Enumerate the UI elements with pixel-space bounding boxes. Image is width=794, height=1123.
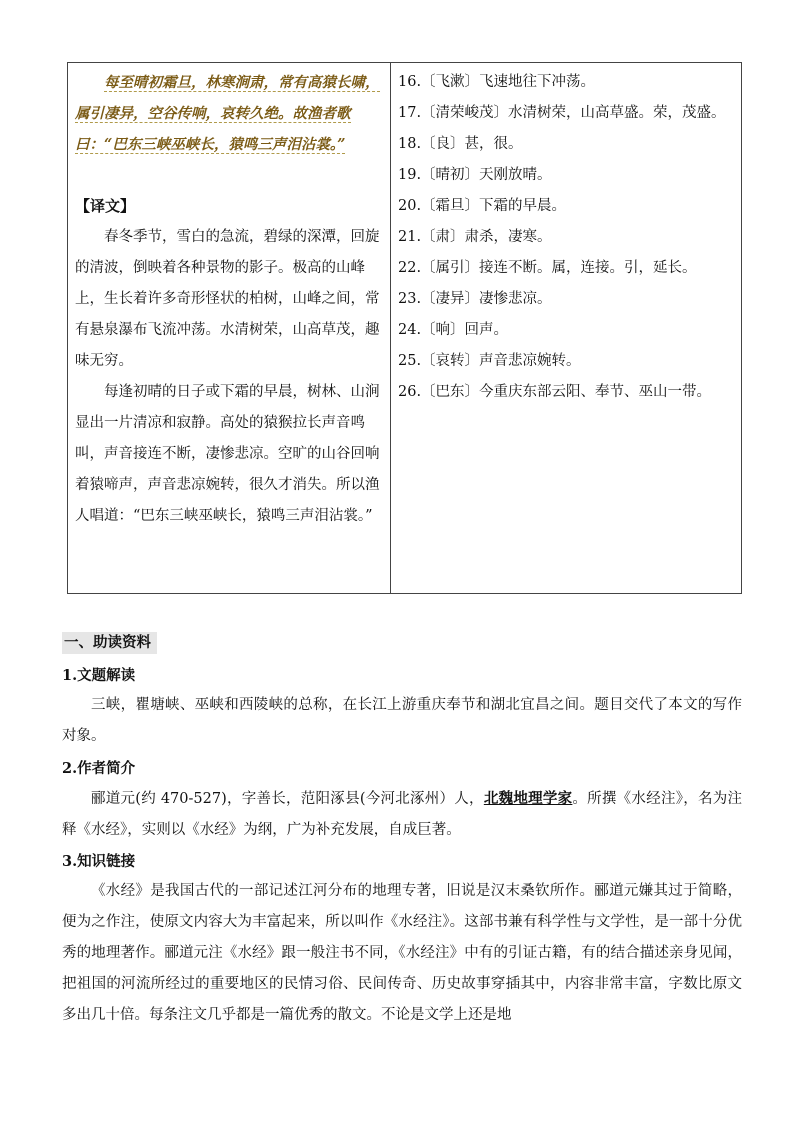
note-item: 24.〔响〕回声。: [398, 322, 509, 338]
translation-tag: 【译文】: [75, 197, 136, 215]
note-item: 19.〔晴初〕天刚放晴。: [398, 167, 552, 183]
notes-column: [391, 63, 741, 593]
subsection-title-intro: 1.文题解读: [62, 667, 136, 684]
author-paragraph: 郦道元(约 470-527)，字善长，范阳涿县(今河北涿州）人，北魏地理学家。所撰《水经注》，名为注释《水经》，实则以《水经》为纲，广为补充发展，自成巨著。: [62, 790, 742, 838]
note-item: 23.〔凄异〕凄惨悲凉。: [398, 291, 552, 307]
translation-paragraph: 春冬季节，雪白的急流，碧绿的深潭，回旋的清波，倒映着各种景物的影子。极高的山峰上，生长着许多奇形怪状的柏树，山峰之间，常有悬泉瀑布飞流冲荡。水清树荣，山高草茂，趣味无穷。: [75, 229, 380, 369]
author-highlight: 北魏地理学家: [483, 790, 573, 807]
text-notes-table: [67, 62, 742, 594]
subsection-title-knowledge: 3.知识链接: [62, 853, 136, 870]
section-heading: 一、助读资料: [62, 632, 157, 654]
note-item: 22.〔属引〕接连不断。属，连接。引，延长。: [398, 260, 697, 276]
note-item: 21.〔肃〕肃杀，凄寒。: [398, 229, 552, 245]
note-item: 16.〔飞漱〕飞速地往下冲荡。: [398, 74, 596, 90]
note-item: 20.〔霜旦〕下霜的早晨。: [398, 198, 567, 214]
translation-paragraph: 每逢初晴的日子或下霜的早晨，树林、山涧显出一片清凉和寂静。高处的猿猴拉长声音鸣叫，声音接连不断，凄惨悲凉。空旷的山谷回响着猿啼声，声音悲凉婉转，很久才消失。所以渔人唱道：“巴东三峡巫峡长，猿鸣三声泪沾裳。”: [75, 384, 380, 524]
original-text: 每至晴初霜旦，林寒涧肃，常有高猿长啸，属引凄异，空谷传响，哀转久绝。故渔者歌曰：“巴东三峡巫峡长，猿鸣三声泪沾裳。”: [75, 74, 380, 153]
note-item: 25.〔哀转〕声音悲凉婉转。: [398, 353, 581, 369]
note-item: 26.〔巴东〕今重庆东部云阳、奉节、巫山一带。: [398, 384, 712, 400]
subsection-title-author: 2.作者简介: [62, 760, 136, 777]
original-translation-column: [68, 63, 391, 593]
intro-paragraph: 三峡，瞿塘峡、巫峡和西陵峡的总称，在长江上游重庆奉节和湖北宜昌之间。题目交代了本文的写作对象。: [62, 697, 742, 744]
note-item: 17.〔清荣峻茂〕水清树荣，山高草盛。荣，茂盛。: [398, 105, 726, 121]
knowledge-paragraph: 《水经》是我国古代的一部记述江河分布的地理专著，旧说是汉末桑钦所作。郦道元嫌其过于简略，便为之作注，使原文内容大为丰富起来，所以叫作《水经注》。这部书兼有科学性与文学性，是一部十分优秀的地理著作。郦道元注《水经》跟一般注书不同，《水经注》中有的引证古籍，有的结合描述亲身见闻，把祖国的河流所经过的重要地区的民情习俗、民间传奇、历史故事穿插其中，内容非常丰富，字数比原文多出几十倍。每条注文几乎都是一篇优秀的散文。不论是文学上还是地: [62, 883, 742, 1023]
note-item: 18.〔良〕甚，很。: [398, 136, 523, 152]
